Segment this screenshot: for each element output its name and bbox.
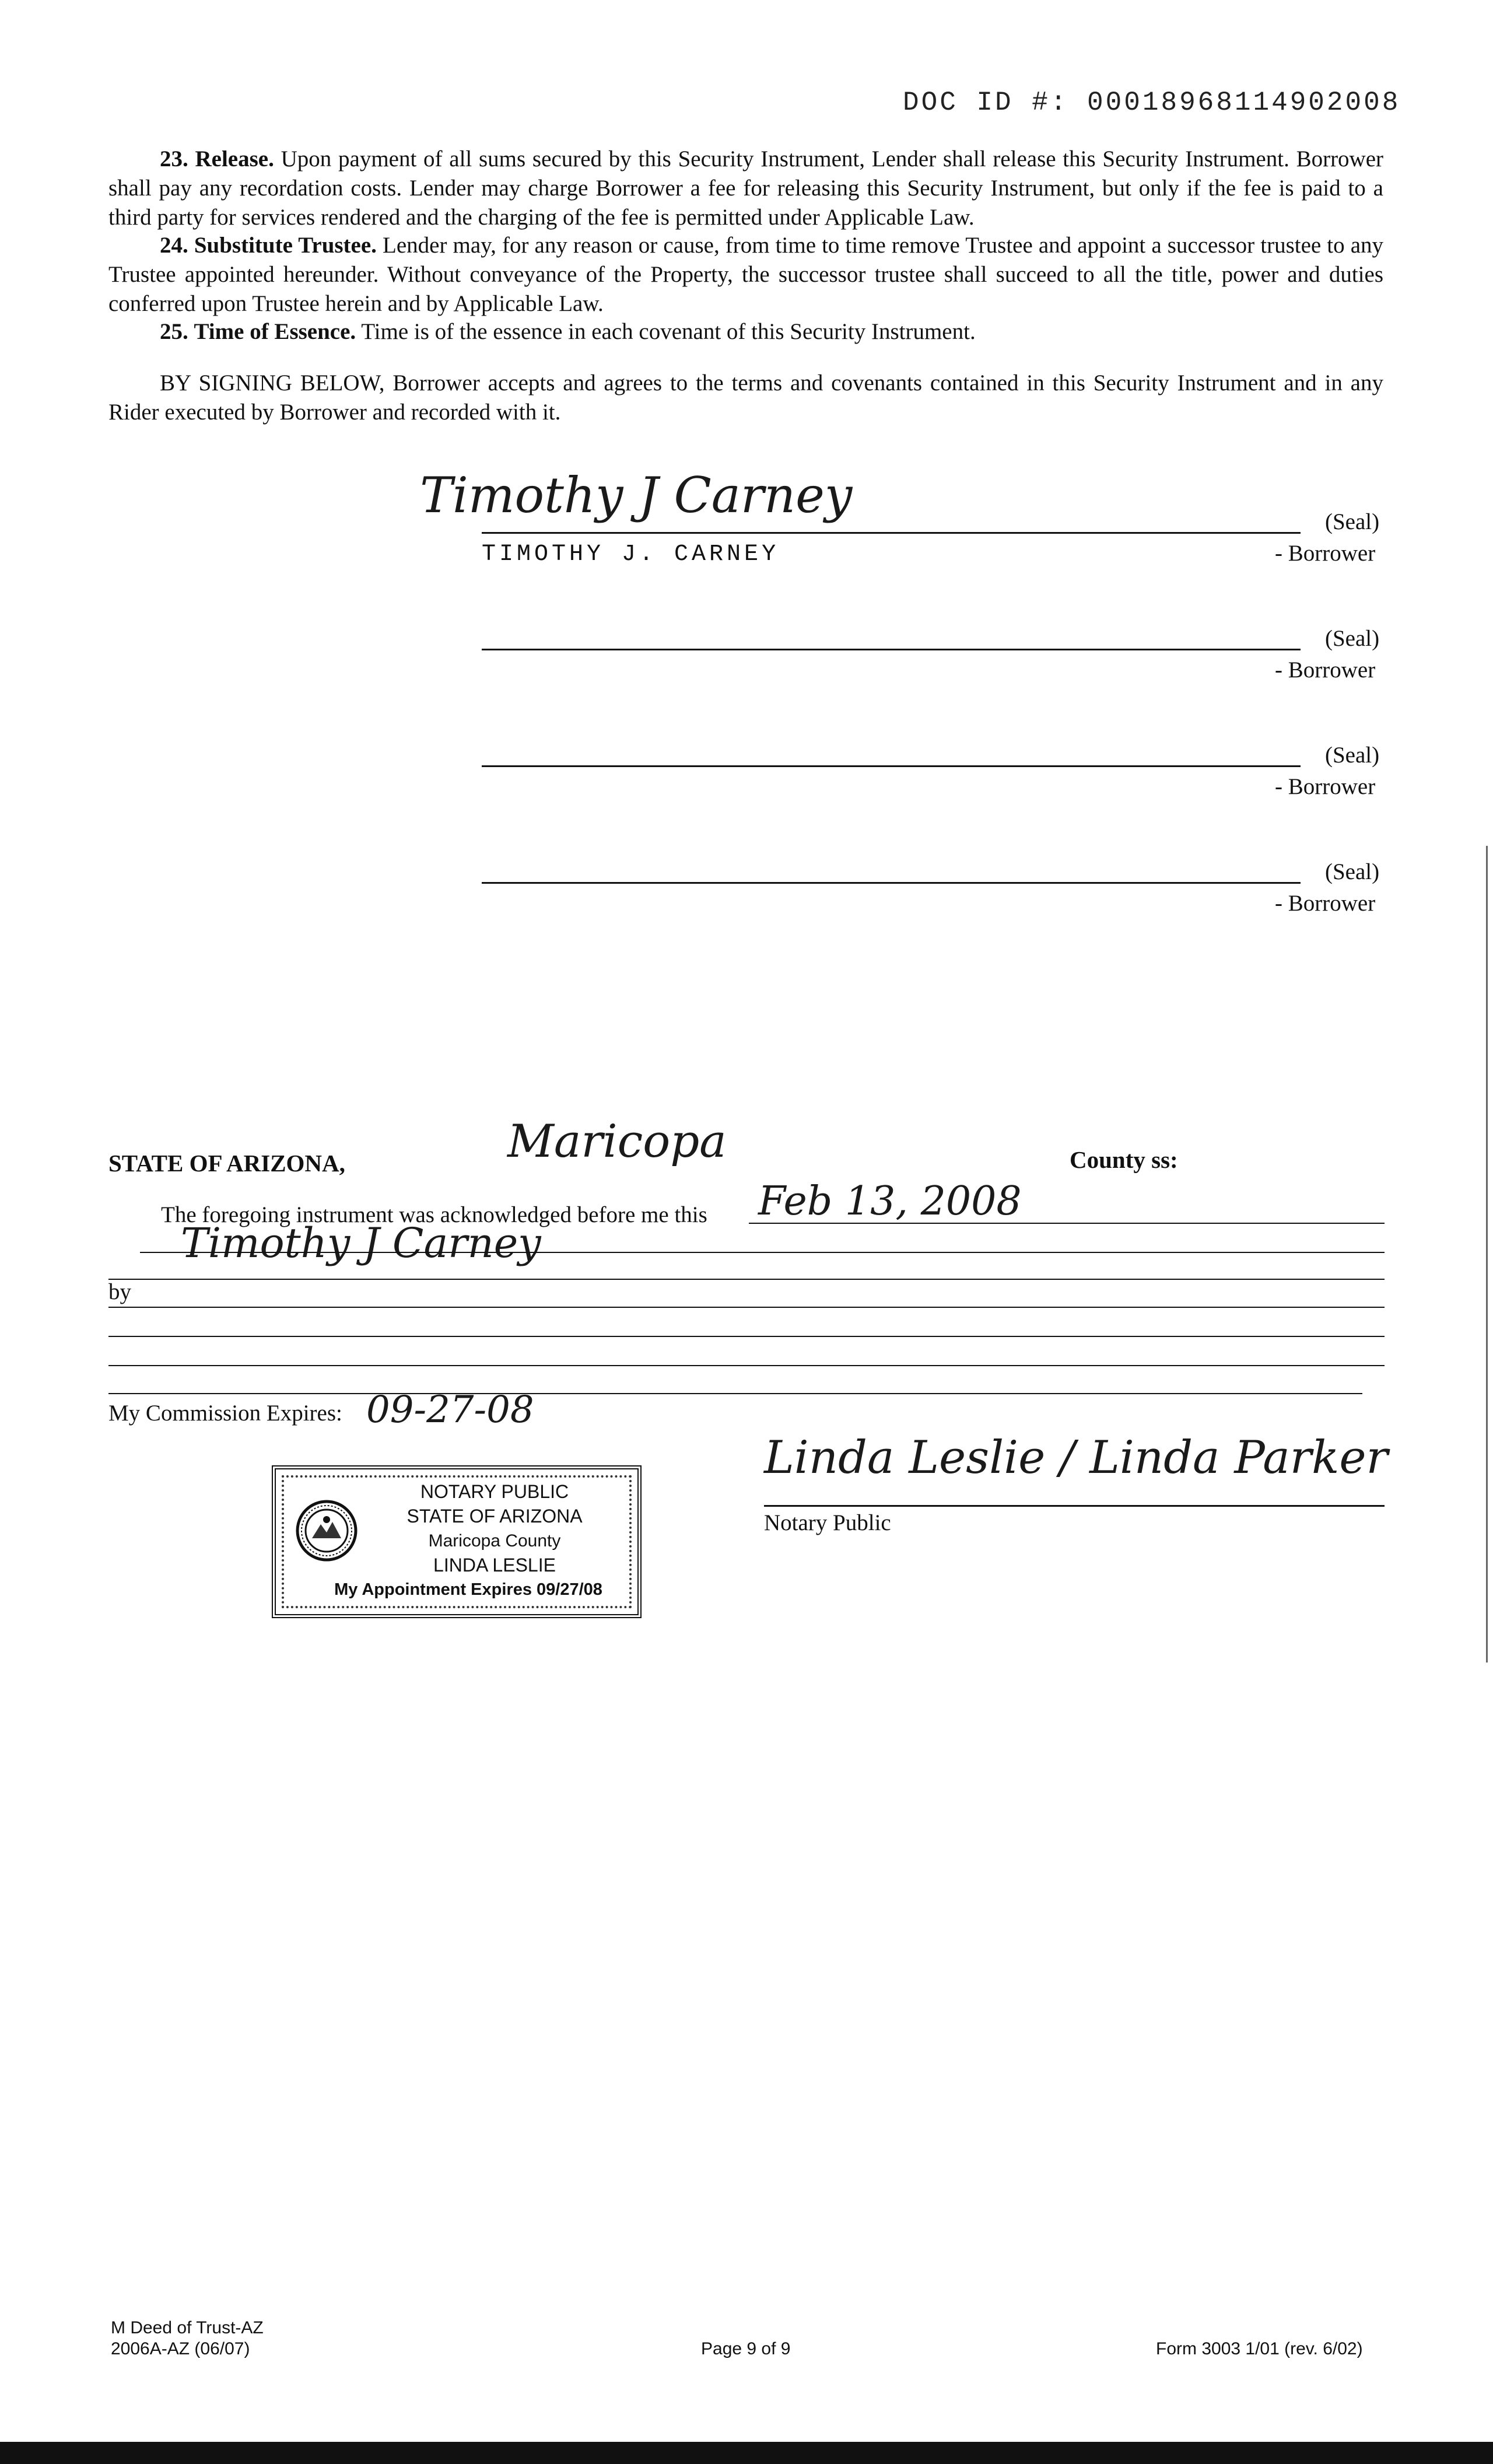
borrower-label-2: - Borrower xyxy=(1275,657,1376,682)
clause-heading: Time of Essence. xyxy=(194,319,356,344)
stamp-line-5: My Appointment Expires 09/27/08 xyxy=(334,1580,602,1599)
borrower-label-1: - Borrower xyxy=(1275,541,1376,566)
stamp-line-3: Maricopa County xyxy=(428,1531,561,1550)
borrower-typed-name: TIMOTHY J. CARNEY xyxy=(482,541,780,568)
signature-line-4 xyxy=(482,882,1301,884)
doc-id: DOC ID #: 0001896811490200​8 xyxy=(903,88,1401,118)
notary-public-label: Notary Public xyxy=(764,1510,891,1535)
by-line-6 xyxy=(108,1393,1362,1394)
clause-24 xyxy=(108,231,1383,318)
by-line-2 xyxy=(108,1279,1385,1280)
by-line-4 xyxy=(108,1336,1385,1337)
clause-text: Time is of the essence in each covenant of this Security Instrument. xyxy=(361,319,976,344)
state-label: STATE OF ARIZONA, xyxy=(108,1150,345,1177)
scan-border-bottom xyxy=(0,2442,1493,2464)
signature-line-3 xyxy=(482,765,1301,767)
footer-page-number: Page 9 of 9 xyxy=(701,2339,791,2358)
footer-form-number: Form 3003 1/01 (rev. 6/02) xyxy=(1156,2339,1363,2358)
borrower-label-3: - Borrower xyxy=(1275,774,1376,799)
seal-label-1: (Seal) xyxy=(1325,509,1380,534)
signature-line-2 xyxy=(482,649,1301,650)
by-line-5 xyxy=(108,1365,1385,1366)
clause-heading: Release. xyxy=(195,146,274,172)
by-line-1 xyxy=(140,1252,1385,1253)
state-seal-icon xyxy=(295,1499,359,1563)
footer-form-code: 2006A-AZ (06/07) xyxy=(111,2339,250,2358)
notary-signature: Linda Leslie / Linda Parker xyxy=(764,1432,1388,1484)
clause-heading: Substitute Trustee. xyxy=(194,233,377,258)
commission-label: My Commission Expires: xyxy=(108,1401,342,1426)
clause-text: Upon payment of all sums secured by this Security Instrument, Lender shall release this Security Instrument. Borrower shall pay any recordation costs. Lender may charge Borrower a fee for releasing this Security Instrument, but only if the fee is paid to a third party for services rendered and the charging of the fee is permitted under Applicable Law. xyxy=(108,146,1384,230)
borrower-label-4: - Borrower xyxy=(1275,891,1376,916)
scan-border-right xyxy=(1486,846,1488,1662)
clause-number: 23. xyxy=(160,146,188,172)
seal-label-2: (Seal) xyxy=(1325,626,1380,651)
clause-number: 25. xyxy=(160,319,188,344)
by-line-3 xyxy=(108,1307,1385,1308)
seal-label-4: (Seal) xyxy=(1325,859,1380,884)
footer-form-name: M Deed of Trust-AZ xyxy=(111,2318,264,2337)
signing-statement xyxy=(108,369,1383,427)
clause-text: Lender may, for any reason or cause, from time to time remove Trustee and appoint a successor trustee to any Trustee appointed hereunder. Without conveyance of the Property, the successor trustee shall succeed to all the title, power and duties conferred upon Trustee herein and by Applicable Law. xyxy=(108,233,1384,316)
acknowledgment-date: Feb 13, 2008 xyxy=(758,1178,1022,1224)
acknowledged-text: The foregoing instrument was acknowledged before me this xyxy=(161,1202,707,1227)
stamp-line-2: STATE OF ARIZONA xyxy=(406,1506,583,1527)
commission-date-handwritten: 09-27-08 xyxy=(366,1388,534,1432)
by-label: by xyxy=(108,1279,131,1304)
notary-signature-line xyxy=(764,1505,1385,1507)
borrower-signature: Timothy J Carney xyxy=(420,467,853,524)
county-handwritten: Maricopa xyxy=(507,1115,727,1168)
clause-23 xyxy=(108,145,1383,232)
stamp-line-4: LINDA LESLIE xyxy=(433,1555,556,1576)
acknowledged-by-handwritten: Timothy J Carney xyxy=(181,1219,541,1267)
clause-number: 24. xyxy=(160,233,188,258)
signature-line-1 xyxy=(482,532,1301,534)
stamp-line-1: NOTARY PUBLIC xyxy=(420,1481,569,1502)
signing-statement-text: BY SIGNING BELOW, Borrower accepts and agrees to the terms and covenants contained in this Security Instrument and in any Rider executed by Borrower and recorded with it. xyxy=(108,370,1383,425)
notary-stamp xyxy=(272,1465,642,1618)
seal-label-3: (Seal) xyxy=(1325,743,1380,768)
county-label: County ss: xyxy=(1070,1146,1178,1173)
date-line xyxy=(749,1223,1385,1224)
clause-25 xyxy=(108,317,1383,346)
